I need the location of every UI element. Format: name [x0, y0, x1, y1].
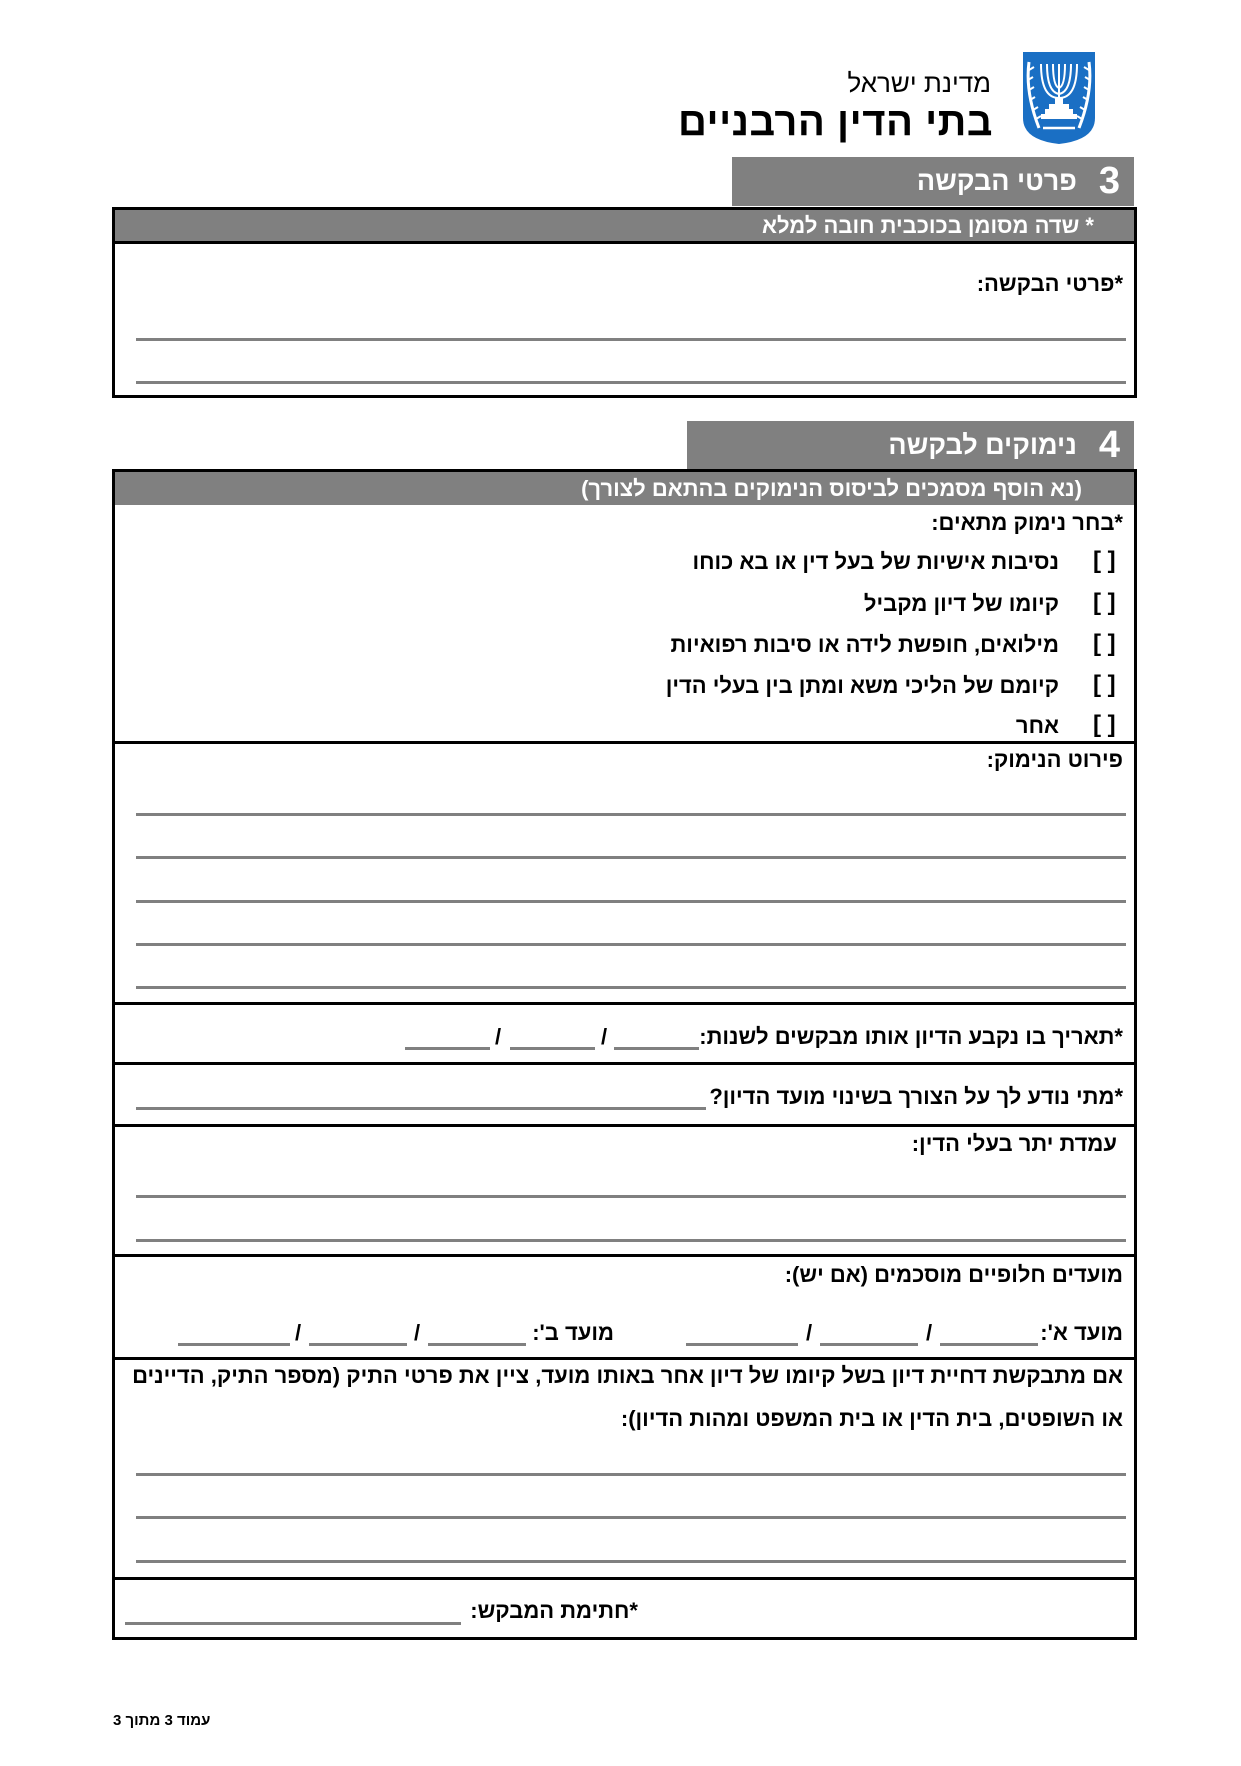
signature-field[interactable]	[125, 1622, 461, 1625]
checkbox-personal-reasons[interactable]: [ ]	[1093, 547, 1116, 574]
date-a-year[interactable]	[686, 1343, 798, 1346]
section-4-header	[687, 421, 1134, 469]
checkbox-reserve-duty[interactable]: [ ]	[1093, 630, 1116, 657]
divider	[112, 1357, 1137, 1360]
signature-label: *חתימת המבקש:	[470, 1598, 638, 1623]
other-party-position-line-2[interactable]	[136, 1239, 1126, 1242]
section-3-header	[732, 157, 1134, 206]
reason-detail-line-4[interactable]	[136, 943, 1126, 946]
israel-emblem-icon	[1019, 48, 1099, 146]
option-reserve-duty: מילואים, חופשת לידה או סיבות רפואיות	[670, 632, 1059, 657]
option-negotiations: קיומם של הליכי משא ומתן בין בעלי הדין	[665, 673, 1059, 698]
date-to-change-year[interactable]	[405, 1047, 490, 1050]
request-details-label: *פרטי הבקשה:	[976, 271, 1123, 296]
divider	[112, 1254, 1137, 1257]
other-party-position-line-1[interactable]	[136, 1195, 1126, 1198]
date-a-day[interactable]	[940, 1343, 1038, 1346]
parallel-hearing-line-3[interactable]	[136, 1560, 1126, 1563]
checkbox-parallel-hearing[interactable]: [ ]	[1093, 589, 1116, 616]
date-separator: /	[295, 1320, 302, 1345]
divider	[112, 741, 1137, 744]
date-separator: /	[495, 1024, 502, 1049]
divider	[112, 241, 1137, 244]
required-note: * שדה מסומן בכוכבית חובה למלא	[115, 210, 1134, 242]
choose-reason-label: *בחר נימוק מתאים:	[931, 510, 1123, 535]
page-indicator: עמוד 3 מתוך 3	[113, 1712, 211, 1729]
divider	[112, 1002, 1137, 1005]
other-party-position-label: עמדת יתר בעלי הדין:	[911, 1131, 1117, 1156]
date-b-month[interactable]	[309, 1343, 407, 1346]
section-3-title: פרטי הבקשה	[916, 166, 1077, 196]
date-separator: /	[414, 1320, 421, 1345]
option-other: אחר	[1015, 713, 1059, 738]
date-b-day[interactable]	[428, 1343, 526, 1346]
section-3-number: 3	[1098, 160, 1120, 202]
option-personal-reasons: נסיבות אישיות של בעל דין או בא כוחו	[692, 549, 1059, 574]
institution-title: בתי הדין הרבניים	[678, 100, 993, 144]
date-to-change-day[interactable]	[614, 1047, 699, 1050]
reason-detail-line-2[interactable]	[136, 856, 1126, 859]
reason-detail-line-5[interactable]	[136, 986, 1126, 989]
date-b-label: מועד ב':	[532, 1320, 614, 1345]
reason-detail-line-3[interactable]	[136, 900, 1126, 903]
request-details-line-2[interactable]	[136, 381, 1126, 384]
documents-note: (נא הוסף מסמכים לביסוס הנימוקים בהתאם לצורך)	[115, 472, 1134, 505]
date-to-change-label: *תאריך בו נקבע הדיון אותו מבקשים לשנות:	[699, 1024, 1123, 1049]
divider	[112, 1577, 1137, 1580]
reason-detail-line-1[interactable]	[136, 813, 1126, 816]
parallel-hearing-line-2[interactable]	[136, 1516, 1126, 1519]
date-separator: /	[806, 1320, 813, 1345]
when-known-field[interactable]	[136, 1107, 706, 1110]
date-to-change-month[interactable]	[510, 1047, 595, 1050]
parallel-hearing-label-line-1: אם מתבקשת דחיית דיון בשל קיומו של דיון אחר באותו מועד, ציין את פרטי התיק (מספר התיק, הדיינים	[132, 1363, 1123, 1388]
date-b-year[interactable]	[178, 1343, 290, 1346]
checkbox-negotiations[interactable]: [ ]	[1093, 671, 1116, 698]
date-a-month[interactable]	[820, 1343, 918, 1346]
date-a-label: מועד א':	[1040, 1320, 1123, 1345]
checkbox-other[interactable]: [ ]	[1093, 711, 1116, 738]
request-details-line-1[interactable]	[136, 338, 1126, 341]
state-name: מדינת ישראל	[847, 68, 991, 98]
date-separator: /	[601, 1024, 608, 1049]
section-4-title: נימוקים לבקשה	[888, 429, 1077, 460]
when-known-label: *מתי נודע לך על הצורך בשינוי מועד הדיון?	[709, 1084, 1123, 1109]
section-4-number: 4	[1098, 423, 1120, 466]
reason-detail-label: פירוט הנימוק:	[986, 747, 1123, 772]
divider	[112, 1124, 1137, 1127]
alternative-dates-label: מועדים חלופיים מוסכמים (אם יש):	[784, 1262, 1123, 1287]
date-separator: /	[926, 1320, 933, 1345]
option-parallel-hearing: קיומו של דיון מקביל	[863, 591, 1059, 616]
parallel-hearing-label-line-2: או השופטים, בית הדין או בית המשפט ומהות הדיון):	[620, 1406, 1123, 1431]
divider	[112, 1062, 1137, 1065]
parallel-hearing-line-1[interactable]	[136, 1473, 1126, 1476]
